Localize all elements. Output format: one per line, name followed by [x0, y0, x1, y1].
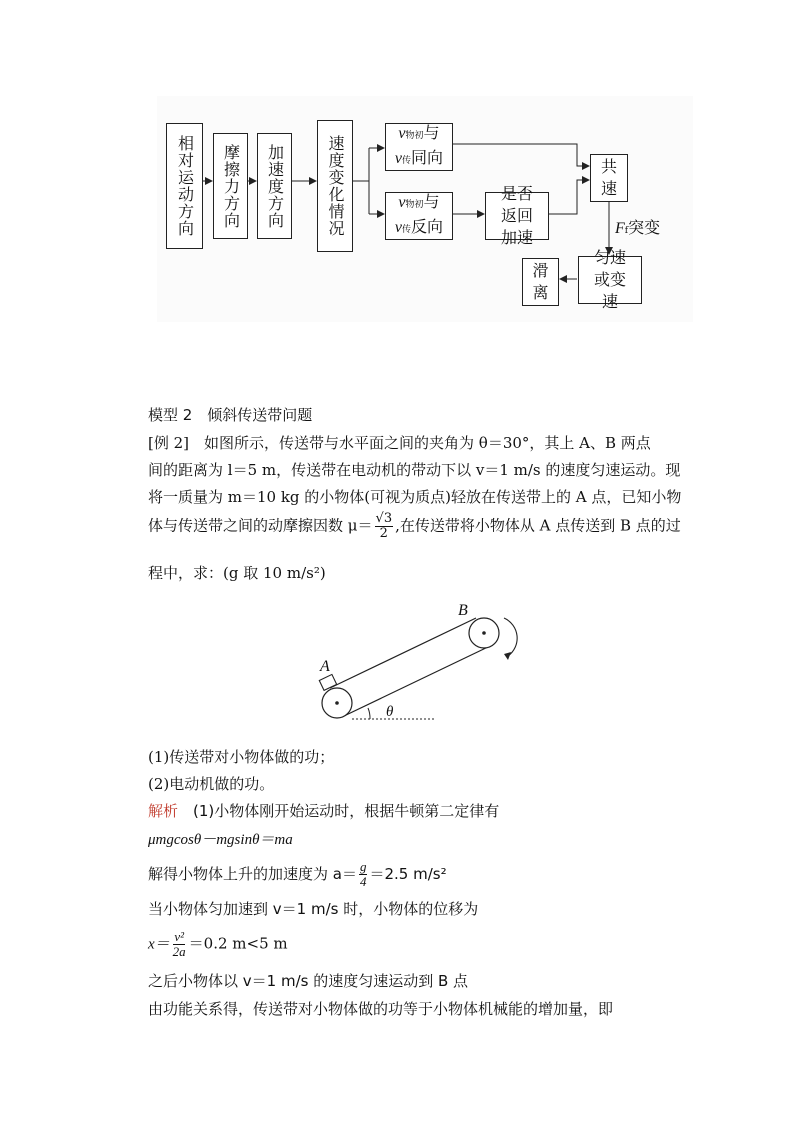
box-velocity-change: 速度变化情况 — [317, 120, 353, 252]
analysis-text-1: (1)小物体刚开始运动时，根据牛顿第二定律有 — [178, 802, 500, 820]
opp-v-belt: v — [394, 219, 403, 236]
ff-sudden-change — [615, 218, 660, 241]
line4-b: ,在传送带将小物体从 A 点传送到 B 点的过 — [395, 516, 681, 535]
acc-num: g — [359, 859, 367, 874]
same-direction-line1 — [398, 122, 439, 147]
disp-num: v² — [174, 929, 184, 944]
box-opposite-direction — [385, 192, 453, 240]
sqrt3-over-2 — [375, 512, 394, 541]
ff-sub: f — [624, 226, 629, 236]
g-over-4 — [359, 860, 368, 889]
same-yu: 与 — [423, 123, 440, 142]
box-uniform-or-variable: 匀速或变速 — [578, 256, 642, 304]
model-title: 模型 2 倾斜传送带问题 — [148, 406, 313, 424]
disp-den: 2a — [172, 944, 186, 959]
problem-line-2: 间的距离为 l＝5 m，传送带在电动机的带动下以 v＝1 m/s 的速度匀速运动。现 — [148, 461, 681, 479]
same-direction-line2 — [395, 147, 443, 172]
same-sub-obj: 物初 — [405, 131, 424, 141]
conveyor-diagram — [308, 588, 524, 724]
energy-line: 由功能关系得，传送带对小物体做的功等于小物体机械能的增加量，即 — [148, 1000, 614, 1018]
acc-den: 4 — [359, 874, 367, 889]
box-return-accelerate: 是否返回加速 — [485, 192, 549, 240]
arrow-same-to-common — [453, 144, 589, 166]
label-a: A — [320, 658, 330, 675]
problem-line-4 — [148, 512, 681, 541]
label-theta: θ — [386, 704, 394, 720]
disp-a: x＝ — [148, 936, 170, 953]
box-slide-off: 滑离 — [522, 258, 559, 306]
theta-arc — [368, 708, 370, 719]
arrow-return-to-common — [549, 180, 589, 214]
line4-a: 体与传送带之间的动摩擦因数 μ＝ — [148, 516, 373, 535]
opp-sub-belt: 传 — [402, 225, 412, 235]
question-2: (2)电动机做的功。 — [148, 775, 275, 793]
displacement-equation — [148, 930, 288, 959]
same-v-obj: v — [398, 125, 406, 142]
box-relative-motion: 相对运动方向 — [166, 123, 203, 249]
opp-sub-obj: 物初 — [405, 200, 424, 210]
equation-newton: μmgcosθ－mgsinθ＝ma — [148, 832, 293, 848]
problem-line-5: 程中，求：(g 取 10 m/s²) — [148, 564, 326, 582]
opp-direction-line1 — [398, 191, 439, 216]
problem-line-1: [例 2] 如图所示，传送带与水平面之间的夹角为 θ＝30°，其上 A、B 两点 — [148, 434, 651, 452]
belt-bottom-edge — [344, 646, 490, 716]
acceleration-line — [148, 860, 447, 889]
rotation-arrow-head — [504, 652, 511, 660]
acc-b: ＝2.5 m/s² — [369, 865, 447, 883]
frac-num: √3 — [375, 511, 393, 526]
problem-line-3: 将一质量为 m＝10 kg 的小物体(可视为质点)轻放在传送带上的 A 点，已知小物 — [148, 488, 682, 506]
belt-top-edge — [330, 618, 476, 688]
box-same-direction — [385, 123, 453, 171]
flowchart — [157, 96, 693, 322]
opp-yu: 与 — [423, 192, 440, 211]
same-v-belt: v — [394, 150, 403, 167]
ff-symbol: F — [615, 220, 625, 237]
disp-b: ＝0.2 m<5 m — [188, 934, 288, 953]
frac-den: 2 — [379, 526, 388, 541]
upper-pulley-center — [482, 631, 486, 635]
opp-direction-line2 — [395, 216, 443, 241]
opp-v-obj: v — [398, 194, 406, 211]
displacement-intro: 当小物体匀加速到 v＝1 m/s 时，小物体的位移为 — [148, 900, 479, 918]
label-b: B — [458, 602, 468, 619]
analysis-line-1 — [148, 800, 499, 821]
after-line: 之后小物体以 v＝1 m/s 的速度匀速运动到 B 点 — [148, 972, 469, 990]
question-1: (1)传送带对小物体做的功； — [148, 748, 335, 766]
ff-text: 突变 — [628, 218, 661, 237]
v2-over-2a — [172, 930, 187, 959]
analysis-label: 解析 — [148, 802, 179, 820]
rotation-arrow — [504, 618, 517, 656]
acc-a: 解得小物体上升的加速度为 a＝ — [148, 865, 357, 883]
same-text: 同向 — [411, 148, 444, 167]
box-friction-direction: 摩擦力方向 — [213, 133, 248, 239]
box-common-speed: 共速 — [590, 154, 628, 202]
opp-text: 反向 — [411, 217, 444, 236]
lower-pulley-center — [335, 701, 339, 705]
same-sub-belt: 传 — [402, 156, 412, 166]
box-acceleration-direction: 加速度方向 — [257, 133, 292, 239]
